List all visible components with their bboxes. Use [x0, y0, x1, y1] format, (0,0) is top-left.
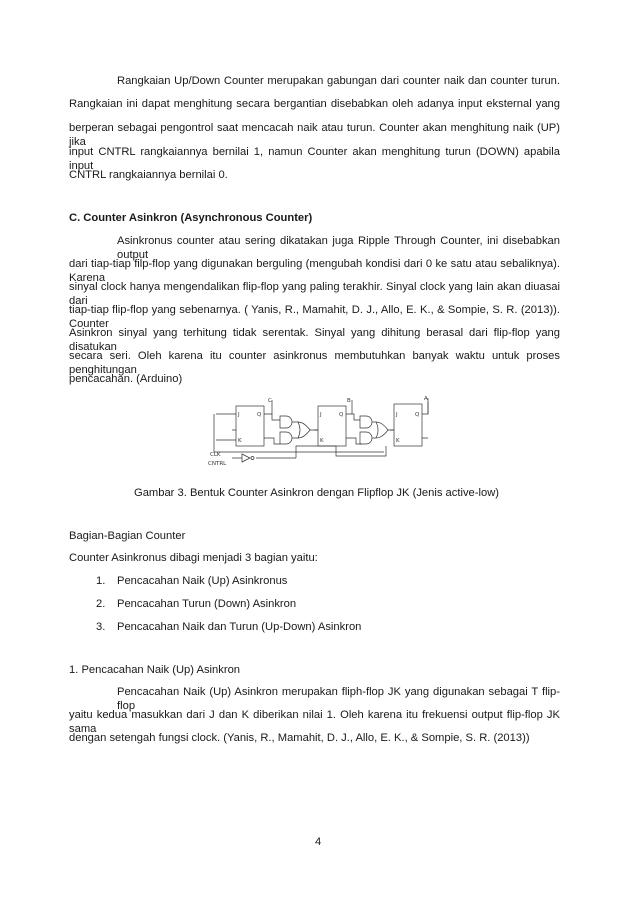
label-output-c: C: [268, 398, 272, 404]
page-number: 4: [315, 836, 322, 848]
list-item-3-number: 3.: [96, 621, 106, 633]
sub1-line-3: dengan setengah fungsi clock. (Yanis, R., Mamahit, D. J., Allo, E. K., & Sompie, S. R. (2013)): [69, 732, 530, 744]
para1-line-2: Rangkaian ini dapat menghitung secara bergantian disebabkan oleh adanya input eksternal yang: [69, 98, 560, 110]
list-item-2-text: Pencacahan Turun (Down) Asinkron: [117, 598, 297, 610]
sub1-heading: 1. Pencacahan Naik (Up) Asinkron: [69, 664, 241, 676]
label-output-b: B: [347, 398, 351, 404]
sub1-line-1: Pencacahan Naik (Up) Asinkron merupakan fliph-flop JK yang digunakan sebagai T flip-flop: [117, 686, 560, 712]
label-ff2-k: K: [320, 438, 324, 444]
label-ff2-q: Q: [339, 412, 344, 418]
bagian-intro: Counter Asinkronus dibagi menjadi 3 bagian yaitu:: [69, 552, 318, 564]
para1-line-1: Rangkaian Up/Down Counter merupakan gabungan dari counter naik dan counter turun.: [117, 75, 560, 87]
label-ff1-q: Q: [257, 412, 262, 418]
and-gate-1a: [280, 416, 292, 428]
label-cntrl: CNTRL: [208, 461, 227, 467]
sub1-line-2: yaitu kedua masukkan dari J dan K diberikan nilai 1. Oleh karena itu frekuensi output flip-flop JK sama: [69, 709, 560, 735]
and-gate-2b: [360, 432, 372, 444]
and-gate-2a: [360, 416, 372, 428]
label-output-a: A: [424, 396, 428, 402]
label-clk: CLK: [210, 452, 221, 458]
section-c-line-7: pencacahan. (Arduino): [69, 373, 183, 385]
list-item-1-text: Pencacahan Naik (Up) Asinkronus: [117, 575, 288, 587]
section-c-heading: C. Counter Asinkron (Asynchronous Counter): [69, 212, 313, 224]
figure-caption: Gambar 3. Bentuk Counter Asinkron dengan Flipflop JK (Jenis active-low): [134, 487, 500, 499]
section-c-line-5: Asinkron sinyal yang terhitung tidak serentak. Sinyal yang dihitung berasal dari flip-flop yang disatukan: [69, 327, 560, 353]
list-item-3-text: Pencacahan Naik dan Turun (Up-Down) Asinkron: [117, 621, 362, 633]
label-ff1-j: J: [238, 412, 240, 418]
para1-line-4: input CNTRL rangkaiannya bernilai 1, namun Counter akan menghitung turun (DOWN) apabila input: [69, 146, 560, 172]
list-item-1-number: 1.: [96, 575, 106, 587]
label-ff2-j: J: [320, 412, 322, 418]
label-ff1-k: K: [238, 438, 242, 444]
label-ff3-q: Q: [415, 412, 420, 418]
section-c-line-1: Asinkronus counter atau sering dikatakan juga Ripple Through Counter, ini disebabkan output: [117, 235, 560, 261]
label-ff3-k: K: [396, 438, 400, 444]
section-c-line-2: dari tiap-tiap filp-flop yang digunakan berguling (mengubah kondisi dari 0 ke satu atau sebaliknya). Karena: [69, 258, 560, 284]
section-c-line-6: secara seri. Oleh karena itu counter asinkronus membutuhkan banyak waktu untuk proses penghitungan: [69, 350, 560, 376]
bagian-title: Bagian-Bagian Counter: [69, 530, 186, 542]
para1-line-5: CNTRL rangkaiannya bernilai 0.: [69, 169, 228, 181]
jk-flipflop-counter-diagram: [206, 394, 434, 470]
list-item-2-number: 2.: [96, 598, 106, 610]
section-c-line-3: sinyal clock hanya mengendalikan flip-flop yang paling terakhir. Sinyal clock yang lain akan diuasai dari: [69, 281, 560, 307]
label-ff3-j: J: [396, 412, 398, 418]
or-gate-1: [298, 422, 310, 438]
section-c-line-4: tiap-tiap flip-flop yang sebenarnya. ( Yanis, R., Mamahit, D. J., Allo, E. K., & Sompie, S. R. (2013)). Counter: [69, 304, 560, 330]
or-gate-2: [376, 422, 388, 438]
inverter-gate: [242, 454, 250, 462]
and-gate-1b: [280, 432, 292, 444]
para1-line-3: berperan sebagai pengontrol saat mencacah naik atau turun. Counter akan menghitung naik (UP) jika: [69, 122, 560, 148]
